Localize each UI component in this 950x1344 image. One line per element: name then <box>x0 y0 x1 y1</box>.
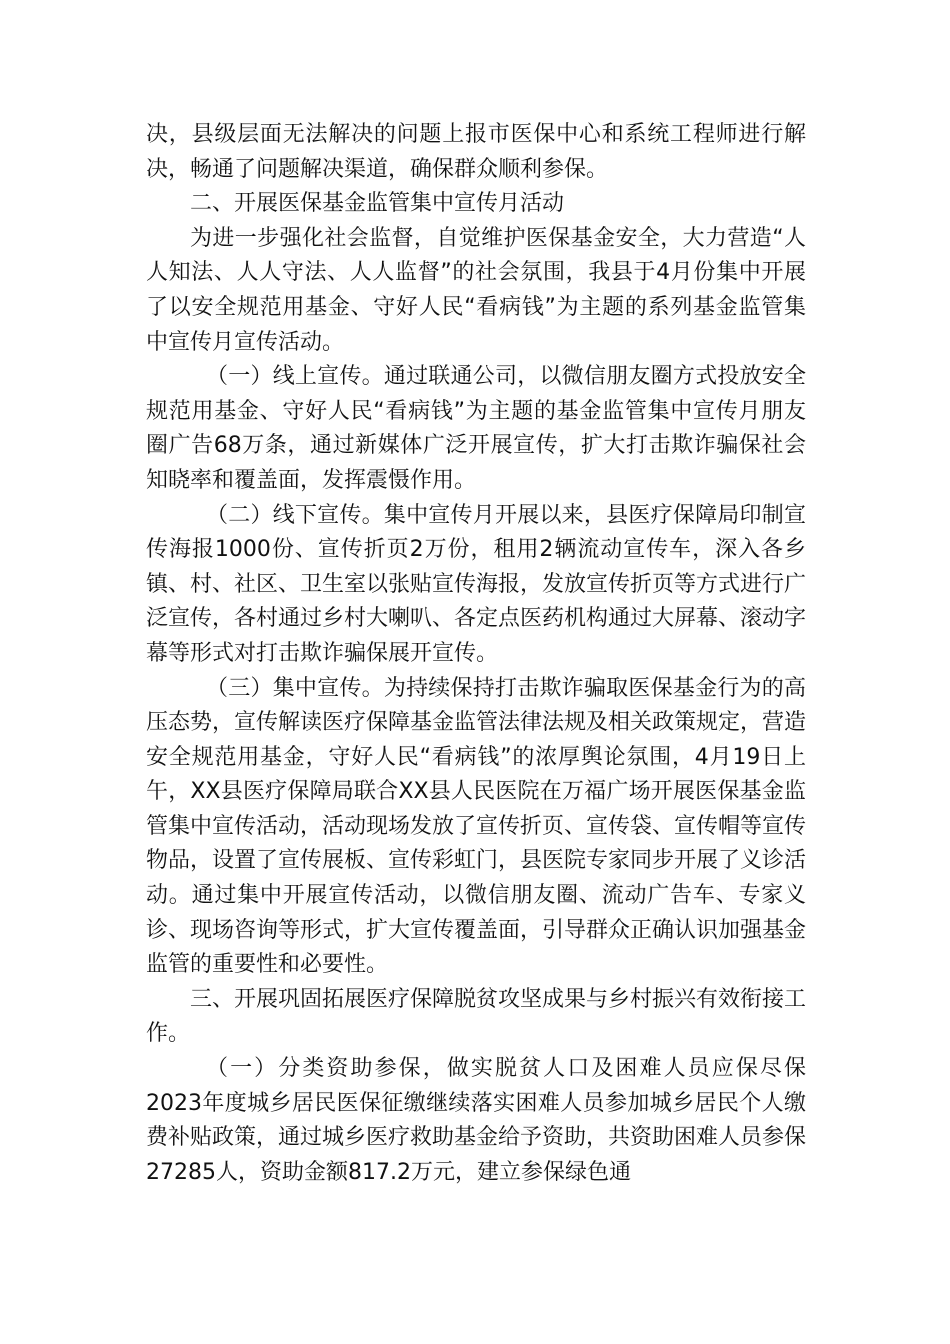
paragraph-online-publicity: （一）线上宣传。通过联通公司，以微信朋友圈方式投放安全规范用基金、守好人民“看病钱”为主题的基金监管集中宣传月朋友圈广告68万条，通过新媒体广泛开展宣传，扩大打击欺诈骗保社会知晓率和覆盖面，发挥震慑作用。 <box>146 364 806 493</box>
paragraph-centralized-publicity: （三）集中宣传。为持续保持打击欺诈骗取医保基金行为的高压态势，宣传解读医疗保障基金监管法律法规及相关政策规定，营造安全规范用基金，守好人民“看病钱”的浓厚舆论氛围，4月19日上午，XX县医疗保障局联合XX县人民医院在万福广场开展医保基金监管集中宣传活动，活动现场发放了宣传折页、宣传袋、宣传帽等宣传物品，设置了宣传展板、宣传彩虹门，县医院专家同步开展了义诊活动。通过集中开展宣传活动，以微信朋友圈、流动广告车、专家义诊、现场咨询等形式，扩大宣传覆盖面，引导群众正确认识加强基金监管的重要性和必要性。 <box>146 675 807 978</box>
section-heading-3: 三、开展巩固拓展医疗保障脱贫攻坚成果与乡村振兴有效衔接工作。 <box>146 986 807 1047</box>
section-heading-2: 二、开展医保基金监管集中宣传月活动 <box>190 191 565 217</box>
paragraph-subsidized-enrollment: （一）分类资助参保，做实脱贫人口及困难人员应保尽保2023年度城乡居民医保征缴继续落实困难人员参加城乡居民个人缴费补贴政策，通过城乡医疗救助基金给予资助，共资助困难人员参保27285人，资助金额817.2万元，建立参保绿色通 <box>146 1056 807 1185</box>
document-body <box>146 118 806 1190</box>
paragraph-supervision-intro: 为进一步强化社会监督，自觉维护医保基金安全，大力营造“人人知法、人人守法、人人监督”的社会氛围，我县于4月份集中开展了以安全规范用基金、守好人民“看病钱”为主题的系列基金监管集中宣传月宣传活动。 <box>146 225 806 355</box>
paragraph-continuation: 决，县级层面无法解决的问题上报市医保中心和系统工程师进行解决，畅通了问题解决渠道，确保群众顺利参保。 <box>146 122 806 182</box>
paragraph-offline-publicity: （二）线下宣传。集中宣传月开展以来，县医疗保障局印制宣传海报1000份、宣传折页2万份，租用2辆流动宣传车，深入各乡镇、村、社区、卫生室以张贴宣传海报，发放宣传折页等方式进行广泛宣传，各村通过乡村大喇叭、各定点医药机构通过大屏幕、滚动字幕等形式对打击欺诈骗保展开宣传。 <box>146 502 807 666</box>
